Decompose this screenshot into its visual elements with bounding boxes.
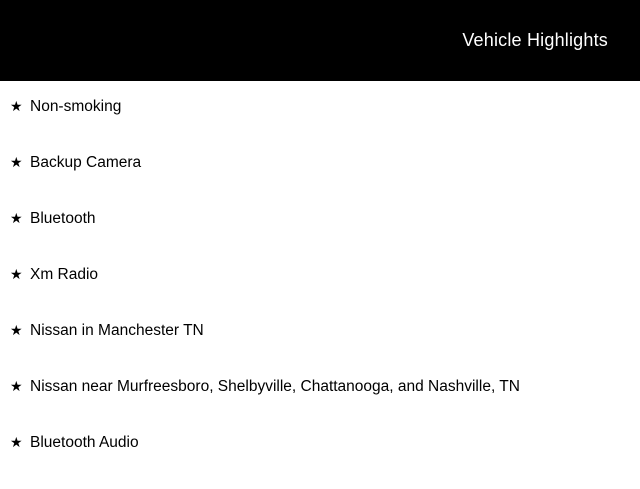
highlight-label: Backup Camera bbox=[30, 154, 142, 171]
list-item bbox=[0, 97, 640, 153]
highlight-label: Nissan in Manchester TN bbox=[30, 322, 204, 339]
star-icon: ★ bbox=[10, 322, 23, 338]
list-item bbox=[0, 433, 640, 489]
highlight-label: Non-smoking bbox=[30, 98, 122, 115]
star-icon: ★ bbox=[10, 154, 23, 170]
highlight-label: Xm Radio bbox=[30, 266, 99, 283]
highlight-label: Bluetooth Audio bbox=[30, 434, 139, 451]
star-icon: ★ bbox=[10, 266, 23, 282]
list-item bbox=[0, 265, 640, 321]
page-header bbox=[0, 0, 640, 81]
star-icon: ★ bbox=[10, 98, 23, 114]
star-icon: ★ bbox=[10, 378, 23, 394]
page-title: Vehicle Highlights bbox=[462, 30, 608, 50]
list-item bbox=[0, 209, 640, 265]
vehicle-highlights-list bbox=[0, 81, 640, 489]
star-icon: ★ bbox=[10, 434, 23, 450]
star-icon: ★ bbox=[10, 210, 23, 226]
list-item bbox=[0, 321, 640, 377]
highlight-label: Bluetooth bbox=[30, 210, 96, 227]
list-item bbox=[0, 377, 640, 433]
highlight-label: Nissan near Murfreesboro, Shelbyville, Chattanooga, and Nashville, TN bbox=[30, 378, 520, 395]
list-item bbox=[0, 153, 640, 209]
